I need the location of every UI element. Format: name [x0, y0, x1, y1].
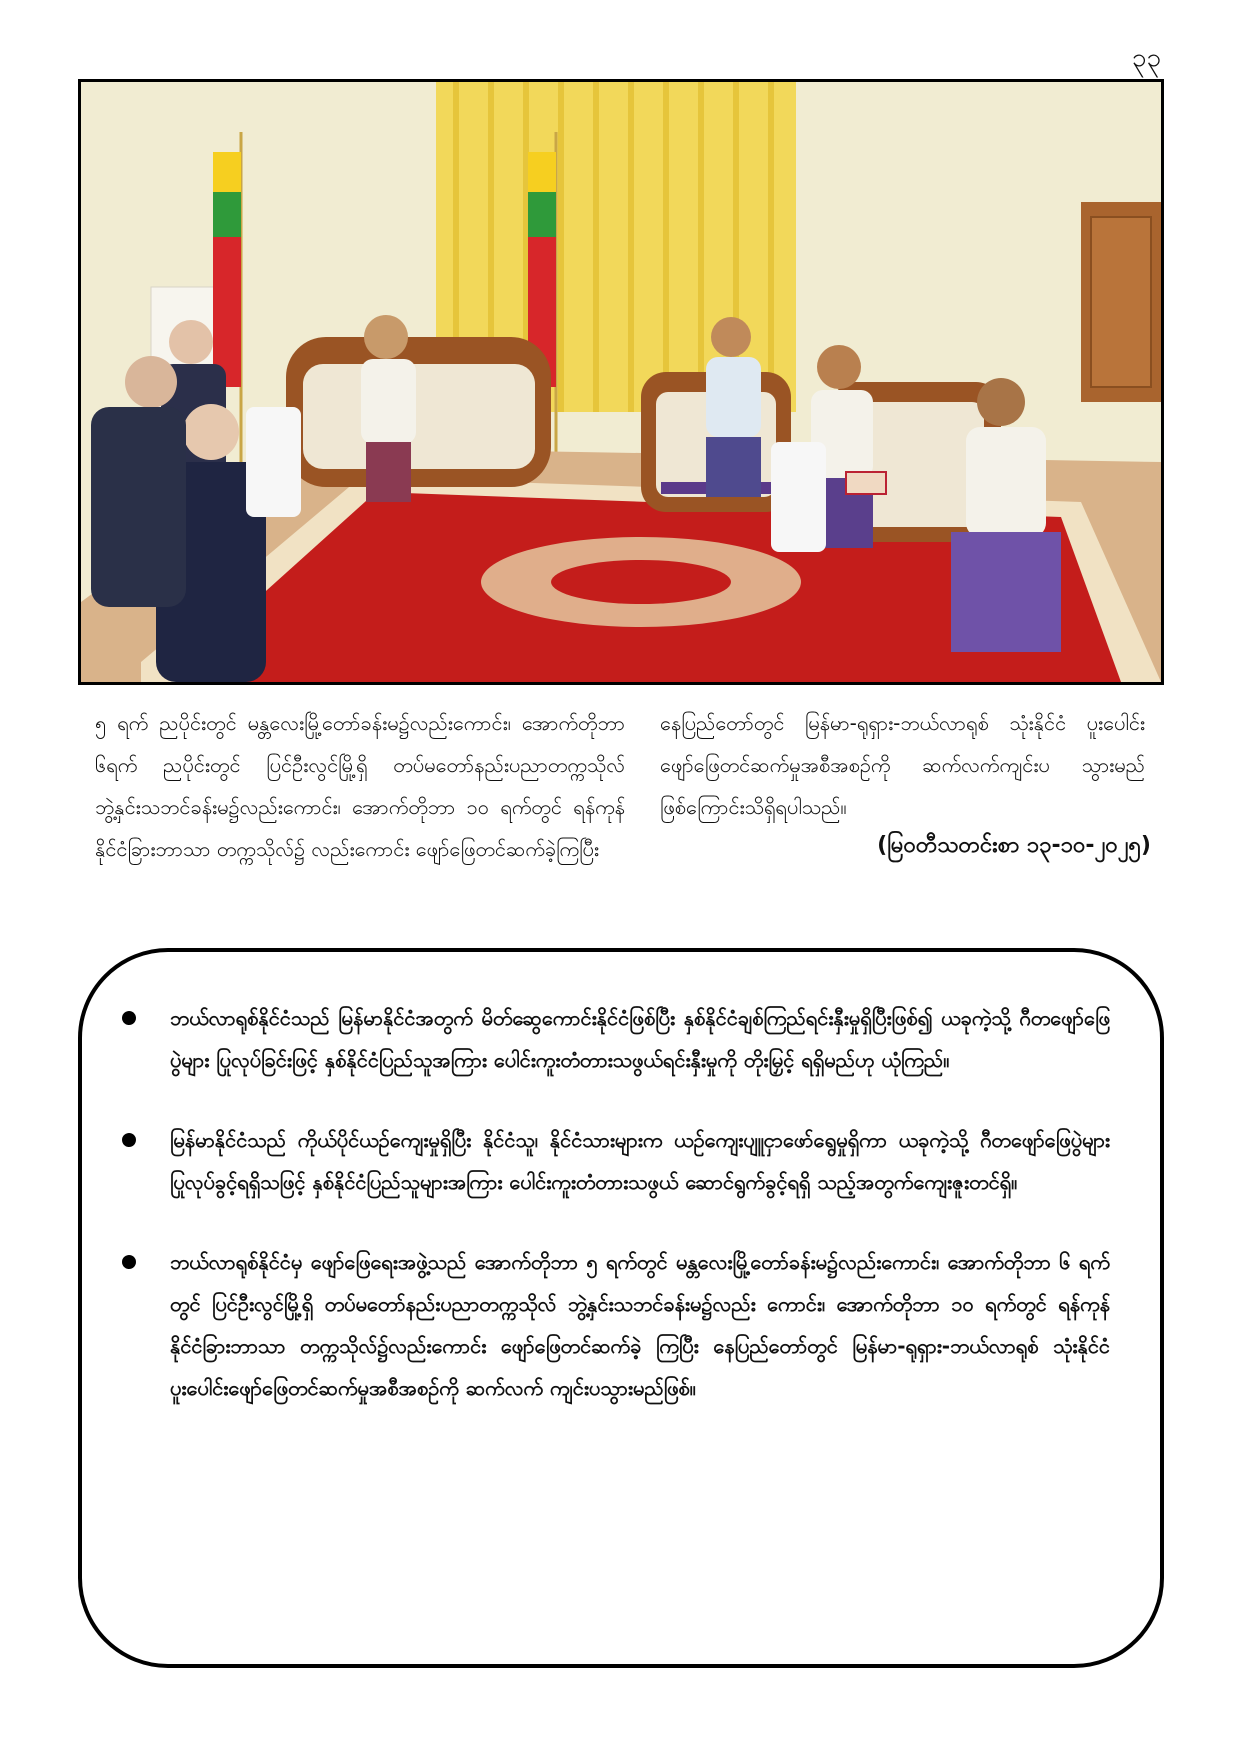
summary-bullet-text: ဘယ်လာရုစ်နိုင်ငံသည် မြန်မာနိုင်ငံအတွက် မိတ်ဆွေကောင်းနိုင်ငံဖြစ်ပြီး နှစ်နိုင်ငံချစ်ကြည်ရင်းနှီးမှုရှိပြီးဖြစ်၍ ယခုကဲ့သို့ ဂီတဖျော်ဖြေပွဲများ ပြုလုပ်ခြင်းဖြင့် နှစ်နိုင်ငံပြည်သူအကြား ပေါင်းကူးတံတားသဖွယ်ရင်းနှီးမှုကို တိုးမြှင့် ရရှိမည်ဟု ယုံကြည်။ — [170, 1006, 1110, 1072]
summary-box — [78, 948, 1164, 1668]
bullet-dot-icon — [122, 1011, 136, 1025]
meeting-photo — [78, 79, 1164, 685]
article-right-text: နေပြည်တော်တွင် မြန်မာ-ရုရှား-ဘယ်လာရုစ် သုံးနိုင်ငံ ပူးပေါင်းဖျော်ဖြေတင်ဆက်မှုအစီအစဉ်ကို ဆက်လက်ကျင်းပ သွားမည်ဖြစ်ကြောင်းသိရှိရပါသည်။ — [660, 711, 1145, 819]
article-source: (မြဝတီသတင်းစာ ၁၃-၁၀-၂၀၂၅) — [877, 833, 1151, 858]
summary-list — [122, 997, 1110, 1447]
bullet-dot-icon — [122, 1255, 136, 1269]
summary-bullet-text: မြန်မာနိုင်ငံသည် ကိုယ်ပိုင်ယဉ်ကျေးမှုရှိပြီး နိုင်ငံသူ၊ နိုင်ငံသားများက ယဉ်ကျေးပျူငှာဖော်ရွေမှုရှိကာ ယခုကဲ့သို့ ဂီတဖျော်ဖြေပွဲများ ပြုလုပ်ခွင့်ရရှိသဖြင့် နှစ်နိုင်ငံပြည်သူများအကြား ပေါင်းကူးတံတားသဖွယ် ဆောင်ရွက်ခွင့်ရရှိ သည့်အတွက်ကျေးဇူးတင်ရှိ။ — [170, 1128, 1110, 1194]
summary-bullet — [122, 1119, 1110, 1203]
summary-bullet — [122, 1241, 1110, 1409]
meeting-photo-illustration — [81, 82, 1161, 682]
page-number: ၃၃ — [1131, 43, 1161, 73]
article-left-column — [95, 702, 625, 870]
article-right-column — [660, 702, 1145, 828]
bullet-dot-icon — [122, 1133, 136, 1147]
article-left-text: ၅ ရက် ညပိုင်းတွင် မန္တလေးမြို့တော်ခန်းမ၌လည်းကောင်း၊ အောက်တိုဘာ ၆ရက် ညပိုင်းတွင် ပြင်ဦးလွင်မြို့ရှိ တပ်မတော်နည်းပညာတက္ကသိုလ် ဘွဲ့နှင်းသဘင်ခန်းမ၌လည်းကောင်း၊ အောက်တိုဘာ ၁၀ ရက်တွင် ရန်ကုန်နိုင်ငံခြားဘာသာ တက္ကသိုလ်၌ လည်းကောင်း ဖျော်ဖြေတင်ဆက်ခဲ့ကြပြီး — [95, 711, 625, 861]
summary-bullet-text: ဘယ်လာရုစ်နိုင်ငံမှ ဖျော်ဖြေရေးအဖွဲ့သည် အောက်တိုဘာ ၅ ရက်တွင် မန္တလေးမြို့တော်ခန်းမ၌လည်းကောင်း၊ အောက်တိုဘာ ၆ ရက်တွင် ပြင်ဦးလွင်မြို့ရှိ တပ်မတော်နည်းပညာတက္ကသိုလ် ဘွဲ့နှင်းသဘင်ခန်းမ၌လည်း ကောင်း၊ အောက်တိုဘာ ၁၀ ရက်တွင် ရန်ကုန်နိုင်ငံခြားဘာသာ တက္ကသိုလ်၌လည်းကောင်း ဖျော်ဖြေတင်ဆက်ခဲ့ ကြပြီး နေပြည်တော်တွင် မြန်မာ-ရုရှား-ဘယ်လာရုစ် သုံးနိုင်ငံ ပူးပေါင်းဖျော်ဖြေတင်ဆက်မှုအစီအစဉ်ကို ဆက်လက် ကျင်းပသွားမည်ဖြစ်။ — [170, 1250, 1110, 1400]
summary-bullet — [122, 997, 1110, 1081]
